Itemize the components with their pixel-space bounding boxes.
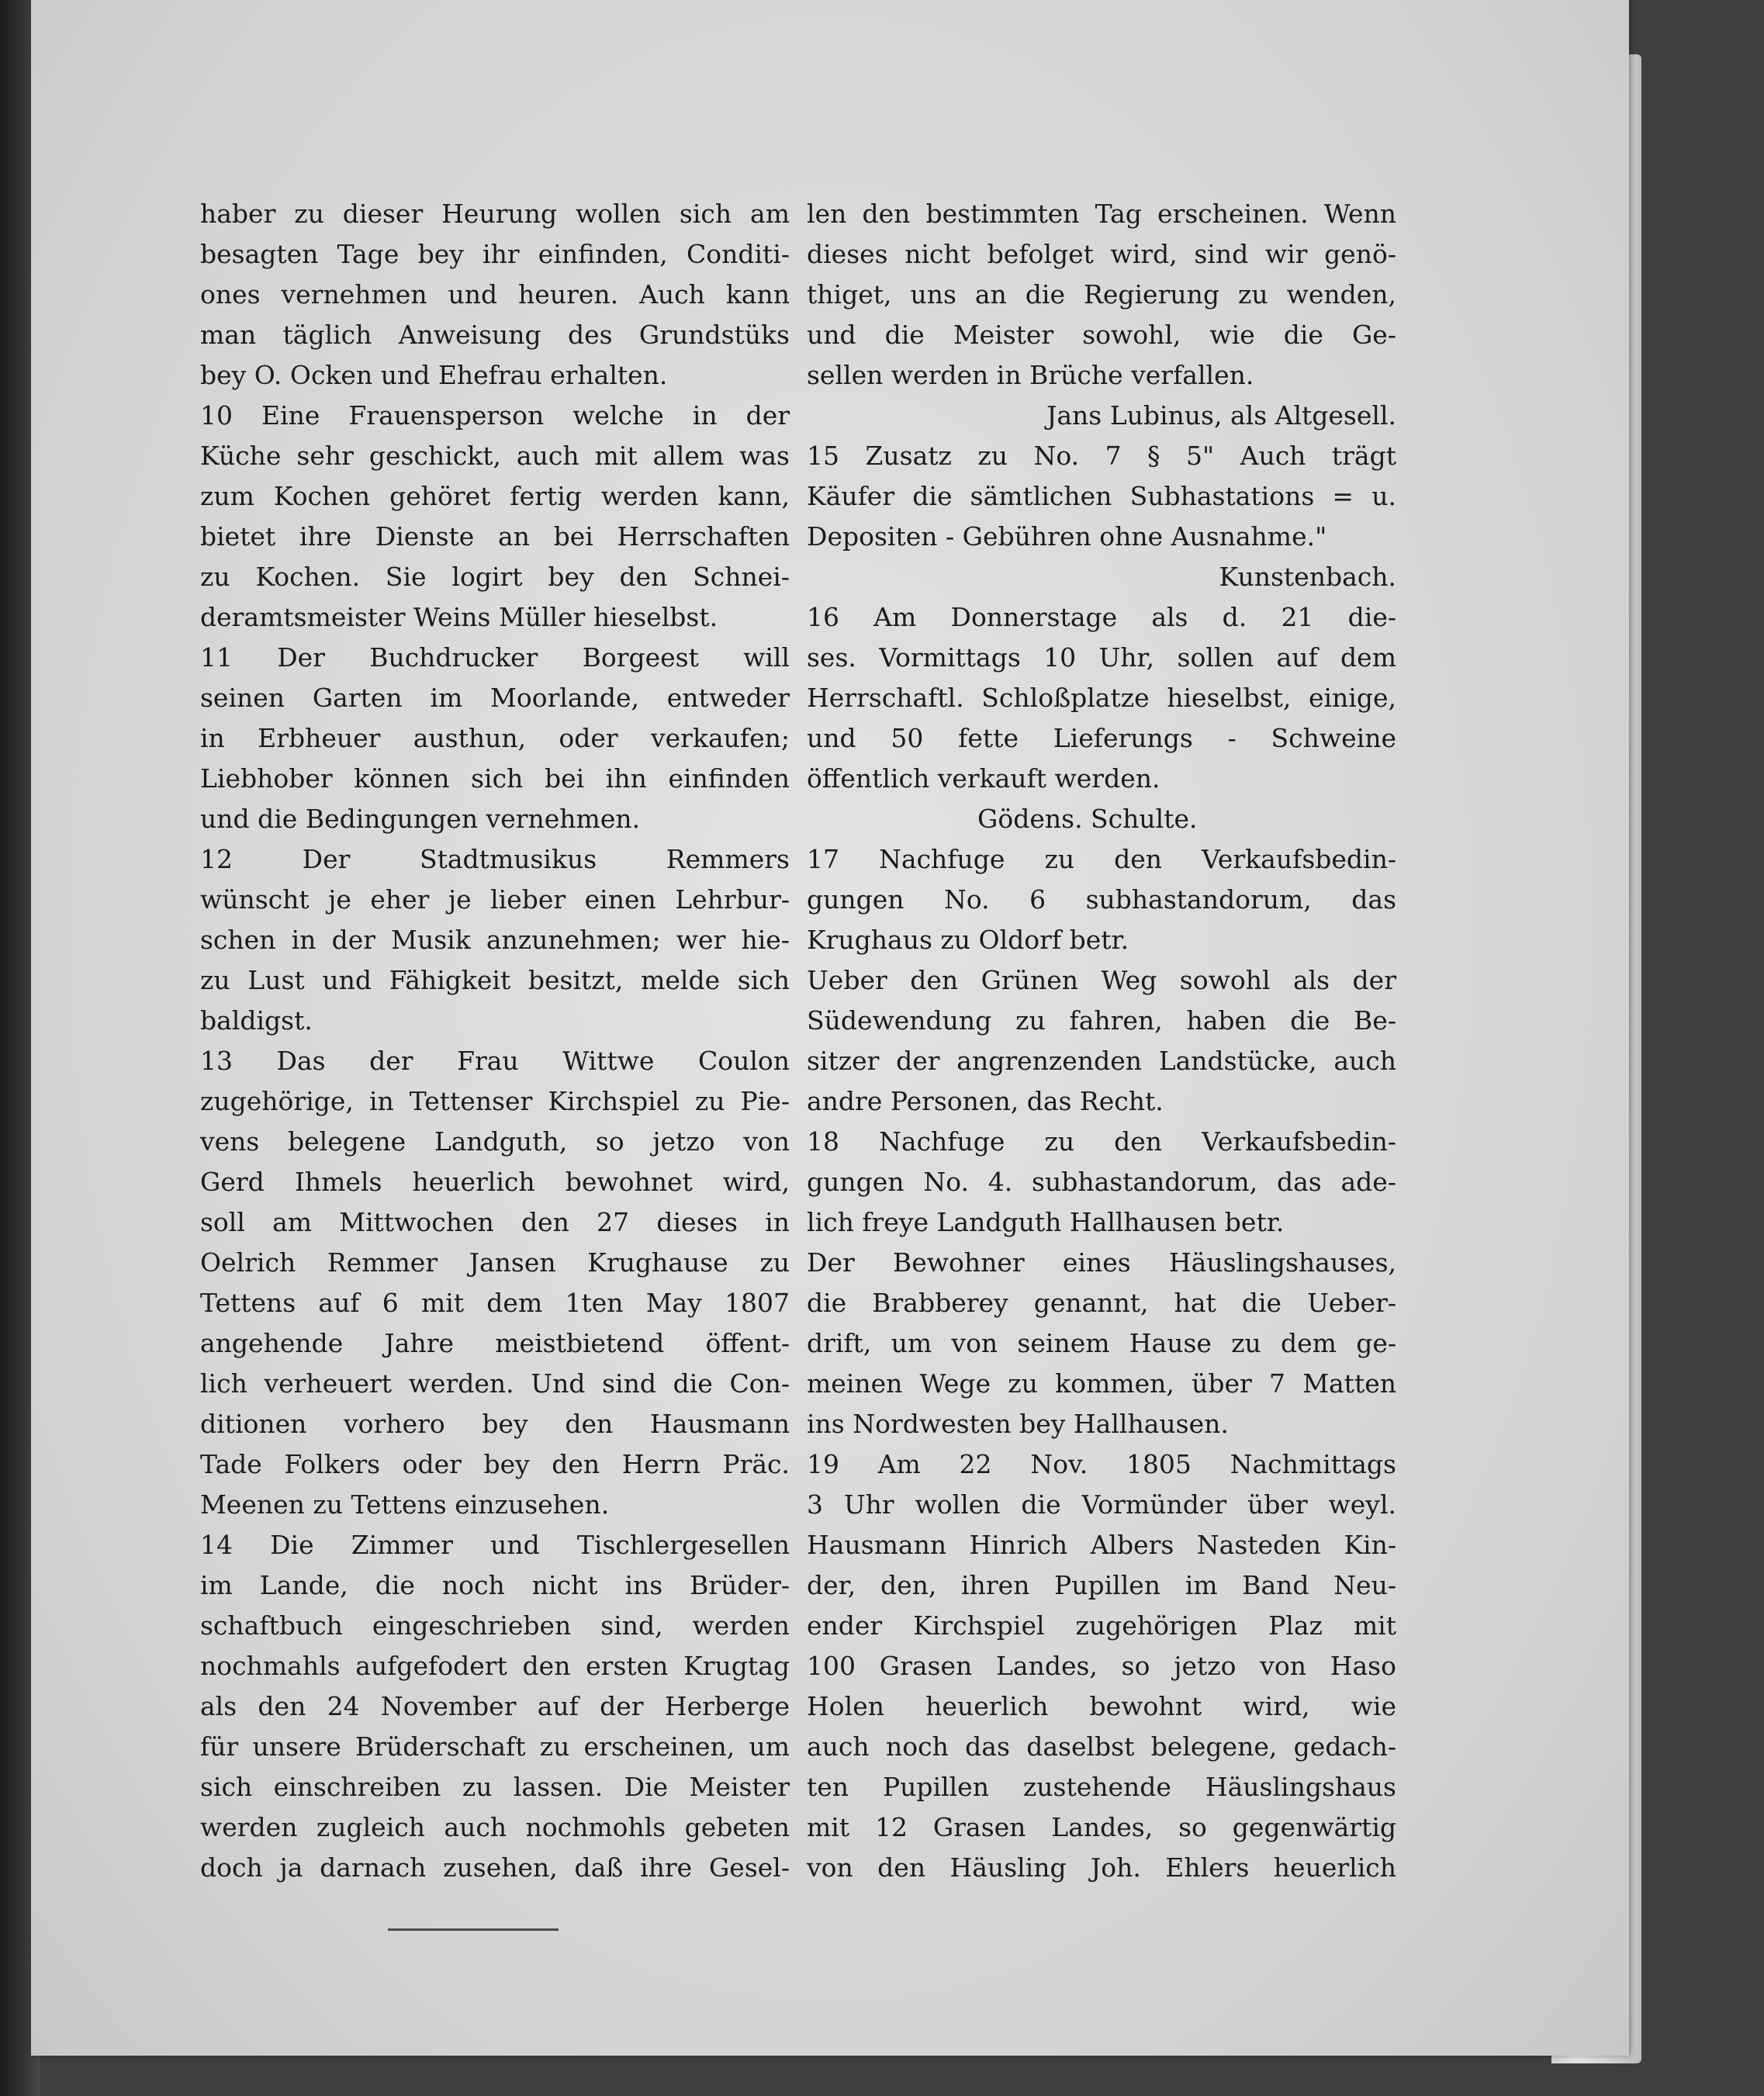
text-line: Tettens auf 6 mit dem 1ten May 1807 (200, 1288, 790, 1318)
text-line: in Erbheuer austhun, oder verkaufen; (200, 723, 790, 753)
left-column (200, 194, 790, 1888)
text-line: Oelrich Remmer Jansen Krughause zu (200, 1247, 790, 1278)
text-line: 3 Uhr wollen die Vormünder über weyl. (807, 1489, 1396, 1520)
text-line: man täglich Anweisung des Grundstüks (200, 320, 790, 350)
text-line: deramtsmeister Weins Müller hieselbst. (200, 602, 718, 632)
text-line: 100 Grasen Landes, so jetzo von Haso (807, 1651, 1396, 1681)
text-line: Der Bewohner eines Häuslingshauses, (807, 1247, 1396, 1278)
text-line: 10 Eine Frauensperson welche in der (200, 400, 790, 431)
text-line: mit 12 Grasen Landes, so gegenwärtig (807, 1812, 1396, 1842)
text-line: seinen Garten im Moorlande, entweder (200, 683, 790, 713)
text-line: Hausmann Hinrich Albers Nasteden Kin- (807, 1530, 1396, 1560)
text-line: ender Kirchspiel zugehörigen Plaz mit (807, 1610, 1396, 1641)
text-line: und 50 fette Lieferungs - Schweine (807, 723, 1396, 753)
text-line: sich einschreiben zu lassen. Die Meister (200, 1772, 790, 1802)
text-line: ten Pupillen zustehende Häuslingshaus (807, 1772, 1396, 1802)
text-line: angehende Jahre meistbietend öffent- (200, 1328, 790, 1358)
text-line: Ueber den Grünen Weg sowohl als der (807, 965, 1396, 995)
text-line: 15 Zusatz zu No. 7 § 5" Auch trägt (807, 441, 1396, 471)
signature-line: Gödens. Schulte. (977, 804, 1198, 834)
text-line: lich freye Landguth Hallhausen betr. (807, 1207, 1285, 1237)
text-line: 14 Die Zimmer und Tischlergesellen (200, 1530, 790, 1560)
text-line: drift, um von seinem Hause zu dem ge- (807, 1328, 1396, 1358)
text-line: meinen Wege zu kommen, über 7 Matten (807, 1368, 1396, 1399)
text-line: Depositen - Gebühren ohne Ausnahme." (807, 521, 1327, 552)
text-line: Liebhober können sich bei ihn einfinden (200, 763, 790, 794)
text-line: zu Kochen. Sie logirt bey den Schnei- (200, 562, 790, 592)
document-page (31, 0, 1629, 2056)
text-line: die Brabberey genannt, hat die Ueber- (807, 1288, 1396, 1318)
text-line: 16 Am Donnerstage als d. 21 die- (807, 602, 1396, 632)
text-line: 18 Nachfuge zu den Verkaufsbedin- (807, 1126, 1396, 1157)
signature-line: Kunstenbach. (1219, 562, 1396, 592)
text-line: als den 24 November auf der Herberge (200, 1691, 790, 1721)
text-line: Gerd Ihmels heuerlich bewohnet wird, (200, 1167, 790, 1197)
text-line: Tade Folkers oder bey den Herrn Präc. (200, 1449, 790, 1479)
text-line: ditionen vorhero bey den Hausmann (200, 1409, 790, 1439)
text-line: 12 Der Stadtmusikus Remmers (200, 844, 790, 874)
text-line: andre Personen, das Recht. (807, 1086, 1164, 1116)
text-line: 17 Nachfuge zu den Verkaufsbedin- (807, 844, 1396, 874)
text-line: Meenen zu Tettens einzusehen. (200, 1489, 610, 1520)
text-line: zu Lust und Fähigkeit besitzt, melde sich (200, 965, 790, 995)
text-line: 11 Der Buchdrucker Borgeest will (200, 642, 790, 673)
text-line: thiget, uns an die Regierung zu wenden, (807, 279, 1396, 310)
text-line: nochmahls aufgefodert den ersten Krugtag (200, 1651, 790, 1681)
text-line: sellen werden in Brüche verfallen. (807, 360, 1254, 390)
text-line: auch noch das daselbst belegene, gedach- (807, 1731, 1396, 1762)
text-line: ses. Vormittags 10 Uhr, sollen auf dem (807, 642, 1396, 673)
text-line: von den Häusling Joh. Ehlers heuerlich (807, 1852, 1396, 1883)
text-line: bey O. Ocken und Ehefrau erhalten. (200, 360, 668, 390)
text-line: 19 Am 22 Nov. 1805 Nachmittags (807, 1449, 1396, 1479)
text-line: sitzer der angrenzenden Landstücke, auch (807, 1046, 1396, 1076)
text-line: zugehörige, in Tettenser Kirchspiel zu Pie- (200, 1086, 790, 1116)
text-line: zum Kochen gehöret fertig werden kann, (200, 481, 790, 511)
text-line: gungen No. 6 subhastandorum, das (807, 884, 1396, 915)
text-line: dieses nicht befolget wird, sind wir genö- (807, 239, 1396, 269)
text-line: len den bestimmten Tag erscheinen. Wenn (807, 199, 1396, 229)
text-line: und die Meister sowohl, wie die Ge- (807, 320, 1396, 350)
text-line: für unsere Brüderschaft zu erscheinen, um (200, 1731, 790, 1762)
text-line: besagten Tage bey ihr einfinden, Conditi- (200, 239, 790, 269)
text-line: im Lande, die noch nicht ins Brüder- (200, 1570, 790, 1600)
text-line: Holen heuerlich bewohnt wird, wie (807, 1691, 1396, 1721)
text-line: schen in der Musik anzunehmen; wer hie- (200, 925, 790, 955)
text-line: Krughaus zu Oldorf betr. (807, 925, 1129, 955)
text-line: ones vernehmen und heuren. Auch kann (200, 279, 790, 310)
text-line: Herrschaftl. Schloßplatze hieselbst, einige, (807, 683, 1396, 713)
text-line: haber zu dieser Heurung wollen sich am (200, 199, 790, 229)
signature-line: Jans Lubinus, als Altgesell. (1046, 400, 1396, 431)
text-line: lich verheuert werden. Und sind die Con- (200, 1368, 790, 1399)
text-line: bietet ihre Dienste an bei Herrschaften (200, 521, 790, 552)
text-line: vens belegene Landguth, so jetzo von (200, 1126, 790, 1157)
text-line: Küche sehr geschickt, auch mit allem was (200, 441, 790, 471)
text-line: soll am Mittwochen den 27 dieses in (200, 1207, 790, 1237)
text-line: wünscht je eher je lieber einen Lehrbur- (200, 884, 790, 915)
text-line: baldigst. (200, 1005, 313, 1036)
text-line: werden zugleich auch nochmohls gebeten (200, 1812, 790, 1842)
text-line: gungen No. 4. subhastandorum, das ade- (807, 1167, 1396, 1197)
right-column (807, 194, 1396, 1888)
text-line: 13 Das der Frau Wittwe Coulon (200, 1046, 790, 1076)
text-line: schaftbuch eingeschrieben sind, werden (200, 1610, 790, 1641)
text-line: ins Nordwesten bey Hallhausen. (807, 1409, 1229, 1439)
text-line: und die Bedingungen vernehmen. (200, 804, 641, 834)
text-line: Käufer die sämtlichen Subhastations = u. (807, 481, 1396, 511)
footer-rule (388, 1928, 559, 1931)
text-line: Südewendung zu fahren, haben die Be- (807, 1005, 1396, 1036)
text-line: der, den, ihren Pupillen im Band Neu- (807, 1570, 1396, 1600)
text-line: öffentlich verkauft werden. (807, 763, 1160, 794)
text-line: doch ja darnach zusehen, daß ihre Gesel- (200, 1852, 790, 1883)
